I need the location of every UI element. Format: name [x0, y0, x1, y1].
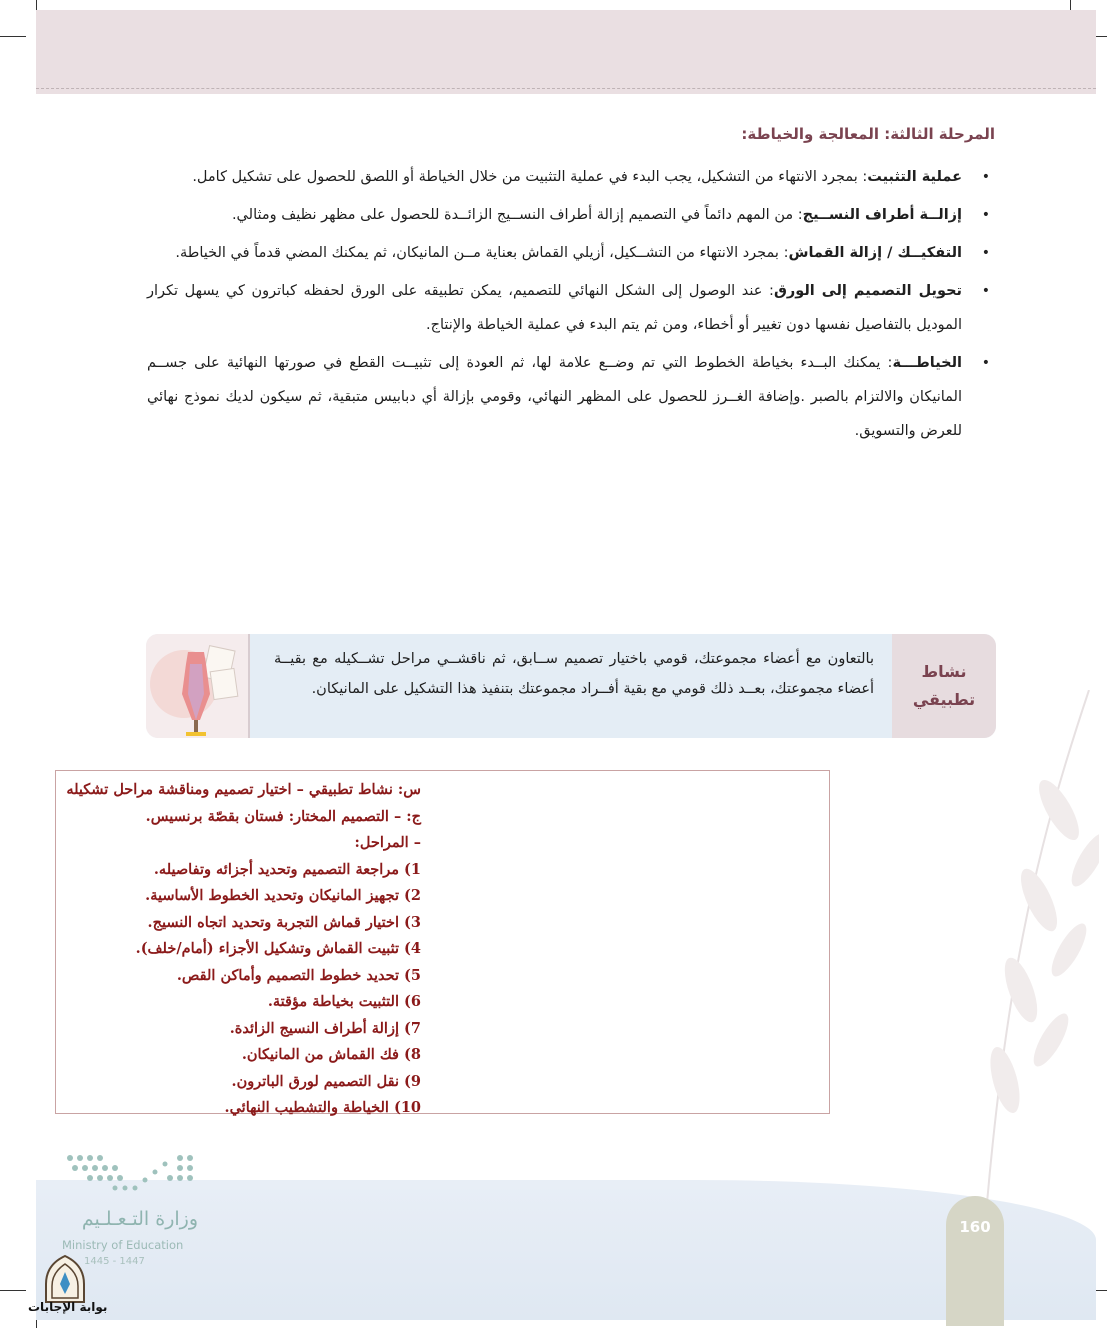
steps-list: [147, 160, 962, 452]
page-number: 160: [959, 1218, 991, 1236]
footer-band: [36, 1180, 1096, 1320]
answer-line: 9) نقل التصميم لورق الباترون.: [231, 1072, 421, 1090]
page-number-tab: [946, 1196, 1004, 1326]
header-band: [36, 10, 1096, 94]
term: عملية التثبيت: [867, 169, 962, 185]
description: : عند الوصول إلى الشكل النهائي للتصميم، يمكن تطبيقه على الورق لحفظه كباترون كي يسهل تكرار الموديل بالتفاصيل نفسها دون تغيير أو أخطاء، ومن ثم يتم البدء في عملية الخياطة والإنتاج.: [147, 283, 962, 333]
answer-line: 5) تحديد خطوط التصميم وأماكن القص.: [176, 966, 421, 984]
answer-line: 4) تثبيت القماش وتشكيل الأجزاء (أمام/خلف).: [135, 940, 421, 957]
answer-line: 3) اختيار قماش التجربة وتحديد اتجاه النسيج.: [147, 913, 421, 931]
list-item: [147, 236, 962, 270]
answer-line: 2) تجهيز المانيكان وتحديد الخطوط الأساسية.: [145, 887, 421, 904]
activity-label: [892, 634, 996, 738]
term: إزالــة أطراف النســيج: [802, 207, 962, 223]
ministry-logo-icon: [60, 1150, 205, 1200]
activity-box: [146, 634, 996, 738]
crop-mark: [0, 1290, 26, 1291]
answer-line: ج: – التصميم المختار: فستان بقصّة برنسيس.: [145, 807, 421, 825]
answer-line: – المراحل:: [354, 834, 421, 851]
answer-line: س: نشاط تطبيقي – اختيار تصميم ومناقشة مراحل تشكيله: [66, 781, 421, 798]
activity-text: بالتعاون مع أعضاء مجموعتك، قومي باختيار تصميم ســابق، ثم ناقشــي مراحل تشــكيله مع بقيــة أعضاء مجموعتك، بعــد ذلك قومي مع بقية أفــراد مجموعتك بتنفيذ هذا التشكيل على المانيكان.: [274, 651, 874, 697]
description: : بمجرد الانتهاء من التشكيل، يجب البدء في عملية التثبيت من خلال الخياطة أو اللصق للحصول على تشكيل كامل.: [192, 169, 868, 185]
list-item: [147, 198, 962, 232]
mannequin-icon: [146, 634, 248, 738]
section-title: المرحلة الثالثة: المعالجة والخياطة:: [741, 125, 995, 143]
term: الخياطـــة: [892, 355, 962, 371]
header-divider: [36, 88, 1096, 89]
ministry-name-arabic: وزارة التـعـلـيم: [81, 1208, 198, 1230]
description: : من المهم دائماً في التصميم إزالة أطراف النســيج الزائــدة للحصول على مظهر نظيف ومثالي.: [231, 207, 803, 223]
portal-name: بوابة الإجابات: [28, 1300, 108, 1314]
answer-line: 8) فك القماش من المانيكان.: [241, 1046, 421, 1063]
answer-text: [51, 777, 421, 1122]
ministry-name-english: Ministry of Education: [62, 1238, 184, 1252]
term: تحويل التصميم إلى الورق: [773, 283, 962, 299]
description: : يمكنك البــدء بخياطة الخطوط التي تم وضــع علامة لها، ثم العودة إلى تثبيــت القطع في صورتها النهائية على جســم المانيكان والالتزام بالصبر .وإضافة الغــرز للحصول على المظهر النهائي، وقومي بإزالة أي دبابيس متبقية، ثم سيكون لديك نموذج نهائي للعرض والتسويق.: [147, 355, 962, 439]
portal-logo-icon: [40, 1254, 90, 1306]
term: التفكيــك / إزالة القماش: [788, 245, 962, 261]
answer-line: 1) مراجعة التصميم وتحديد أجزائه وتفاصيله.: [153, 860, 421, 878]
description: : بمجرد الانتهاء من التشــكيل، أزيلي القماش بعناية مــن المانيكان، ثم يمكنك المضي قدماً في الخياطة.: [175, 245, 789, 261]
mannequin-illustration: [146, 634, 250, 738]
activity-label-line: تطبيقي: [912, 690, 976, 709]
list-item: [147, 346, 962, 448]
academic-year: 1445 - 1447: [84, 1256, 145, 1267]
answer-line: 10) الخياطة والتشطيب النهائي.: [224, 1099, 421, 1116]
answer-line: 6) التثبيت بخياطة مؤقتة.: [267, 993, 421, 1010]
list-item: [147, 274, 962, 342]
activity-label-line: نشاط: [921, 662, 967, 681]
list-item: [147, 160, 962, 194]
answer-line: 7) إزالة أطراف النسيج الزائدة.: [229, 1019, 421, 1037]
answer-box: [55, 770, 830, 1114]
crop-mark: [0, 36, 26, 37]
